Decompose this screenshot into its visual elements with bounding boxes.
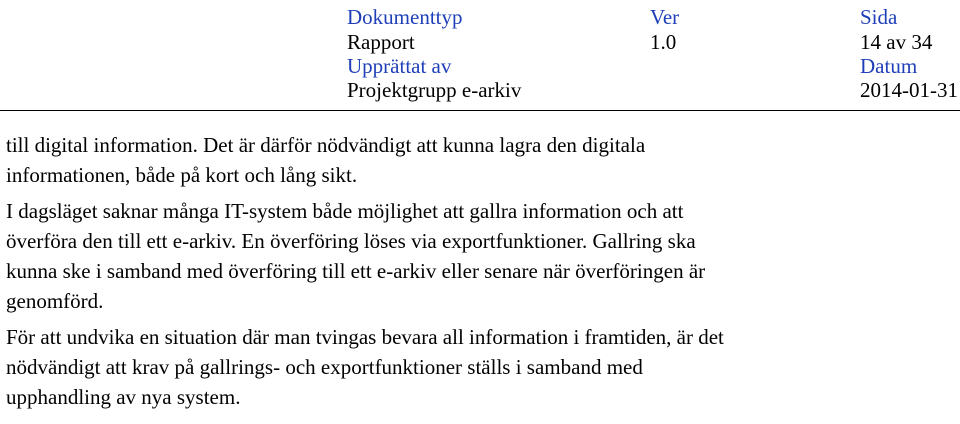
author-label: Upprättat av bbox=[347, 54, 452, 78]
paragraph-line: upphandling av nya system. bbox=[6, 385, 241, 409]
version-value: 1.0 bbox=[650, 30, 677, 54]
paragraph-line: I dagsläget saknar många IT-system både möjlighet att gallra information och att bbox=[6, 199, 684, 223]
date-label: Datum bbox=[860, 54, 918, 78]
version-label: Ver bbox=[650, 5, 680, 29]
page-label: Sida bbox=[860, 5, 898, 29]
document-header bbox=[0, 0, 960, 112]
page-value: 14 av 34 bbox=[860, 30, 933, 54]
doc-type-label: Dokumenttyp bbox=[347, 5, 463, 29]
paragraph-line: genomförd. bbox=[6, 289, 104, 313]
document-body bbox=[6, 130, 956, 412]
doc-type-value: Rapport bbox=[347, 30, 415, 54]
paragraph-line: informationen, både på kort och lång sikt. bbox=[6, 163, 358, 187]
date-value: 2014-01-31 bbox=[860, 78, 958, 102]
paragraph-line: överföra den till ett e-arkiv. En överföring löses via exportfunktioner. Gallring ska bbox=[6, 229, 696, 253]
header-divider bbox=[0, 110, 960, 111]
paragraph-3 bbox=[6, 322, 956, 412]
paragraph-line: till digital information. Det är därför nödvändigt att kunna lagra den digitala bbox=[6, 133, 646, 157]
paragraph-1 bbox=[6, 130, 956, 190]
author-value: Projektgrupp e-arkiv bbox=[347, 78, 522, 102]
paragraph-2 bbox=[6, 196, 956, 316]
paragraph-line: nödvändigt att krav på gallrings- och exportfunktioner ställs i samband med bbox=[6, 355, 643, 379]
paragraph-line: kunna ske i samband med överföring till ett e-arkiv eller senare när överföringen är bbox=[6, 259, 706, 283]
paragraph-line: För att undvika en situation där man tvingas bevara all information i framtiden, är det bbox=[6, 325, 724, 349]
